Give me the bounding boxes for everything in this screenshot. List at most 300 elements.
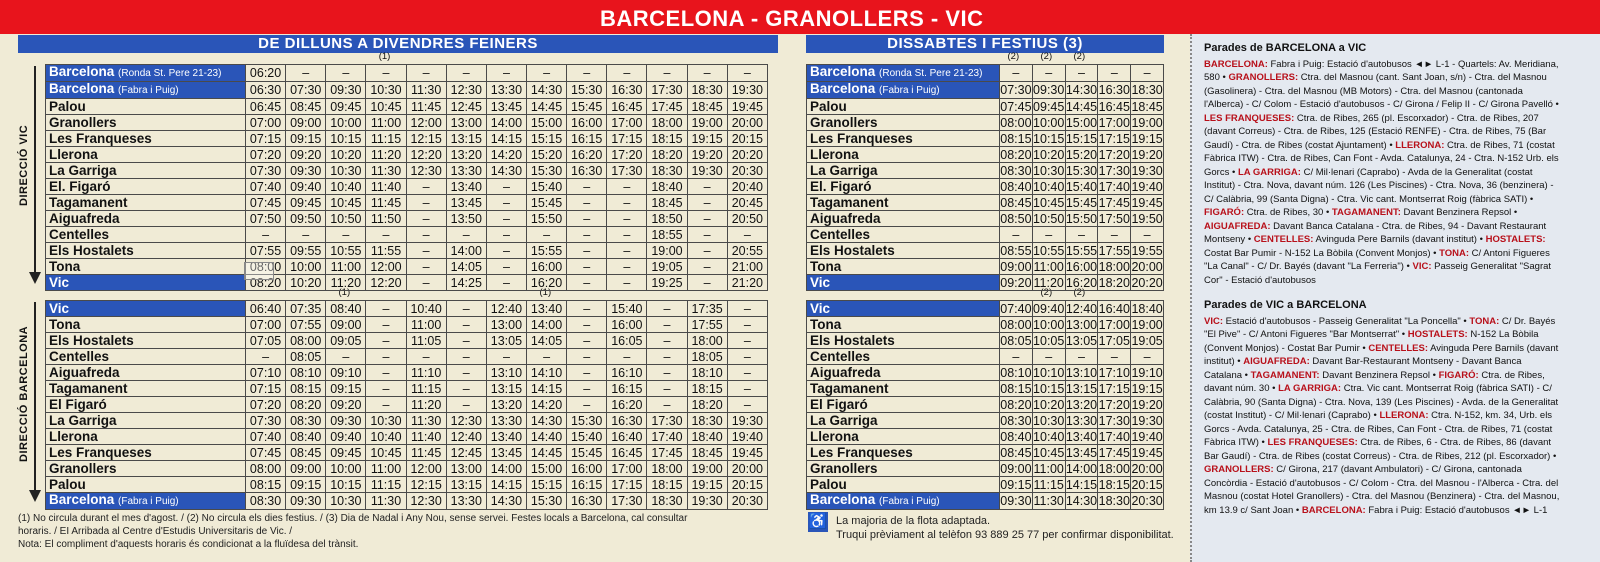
stop-details: Fabra i Puig: Estació d'autobusos ◄► L-1 (1365, 504, 1548, 516)
time-cell: 13:10 (486, 365, 526, 381)
stop-name: Vic (810, 300, 831, 316)
time-cell: 08:00 (246, 461, 286, 477)
time-cell: 18:15 (647, 131, 687, 147)
time-cell: 18:20 (687, 397, 727, 413)
time-cell: 08:55 (1000, 243, 1032, 258)
stop-name: Tona (810, 258, 842, 274)
time-cell: 07:45 (246, 195, 286, 211)
time-cell: 08:50 (1000, 211, 1032, 226)
stop-name-cell (807, 82, 1000, 99)
time-cell: 16:40 (607, 429, 647, 445)
time-cell: 20:30 (1131, 494, 1163, 508)
time-cell: – (286, 227, 326, 243)
table-row (807, 445, 1164, 461)
time-cell: 09:00 (326, 317, 366, 333)
time-cell: 19:15 (1131, 381, 1163, 396)
time-cell: – (647, 365, 687, 381)
table-row (807, 381, 1164, 397)
stop-name-cell (46, 413, 246, 429)
stop-details: Costat Bar Pumir - N-152 La Bòbila (Convent Monjos) • (1204, 247, 1440, 259)
table-row (807, 397, 1164, 413)
time-cell: 16:40 (1098, 301, 1130, 316)
stop-name-cell (46, 65, 246, 82)
time-cell: 16:20 (567, 147, 607, 163)
time-cell: 20:00 (1131, 259, 1163, 274)
time-cell: 13:20 (1065, 397, 1098, 412)
time-cell: 15:50 (526, 211, 566, 227)
time-cell: 14:10 (526, 365, 566, 381)
time-cell: 14:30 (486, 163, 526, 179)
stop-name: Granollers (810, 460, 878, 476)
stop-town: BARCELONA: (1204, 58, 1268, 70)
time-cell: – (286, 65, 326, 82)
stop-town: TONA: (1439, 247, 1470, 259)
time-cell: 17:40 (647, 429, 687, 445)
time-cell: 20:15 (1131, 477, 1163, 492)
time-cell: 09:15 (286, 477, 326, 493)
time-cell: 19:15 (687, 131, 727, 147)
stop-town: LA GARRIGA: (1278, 383, 1342, 394)
time-cell: 11:00 (1033, 461, 1064, 476)
time-cell: 11:30 (406, 82, 446, 99)
time-cell: 08:20 (246, 275, 286, 291)
time-cell: 14:20 (486, 147, 526, 163)
stop-town: LLERONA: (1395, 139, 1445, 151)
time-cell: 14:30 (486, 493, 526, 510)
stop-name: Palou (49, 98, 86, 114)
time-cell: 12:00 (406, 461, 446, 477)
time-cell: 14:00 (1065, 461, 1098, 476)
time-cell: 08:45 (286, 445, 326, 461)
time-cell: 17:30 (647, 82, 687, 99)
time-cell: – (486, 243, 526, 259)
stop-name: Barcelona (810, 492, 876, 507)
table-row (807, 365, 1164, 381)
time-cell: 13:30 (486, 82, 526, 99)
time-cell: 13:00 (446, 115, 486, 131)
time-cell: 15:20 (1065, 147, 1098, 162)
time-cell: – (406, 195, 446, 211)
time-cell: – (446, 397, 486, 413)
stop-details: Ctra. del Masnou (cant. Sant Joan, s/n) - Ctra. del Masnou (Gasolinera) - Ctra. del Masnou (MB Motors) - Ctra. del Masnou (cantonada l'Alberca) - C/ Colom - Estació d'autobusos - C/ Girona / Felip II - C/ Girona Pavelló • (1204, 72, 1559, 110)
stop-name-cell (807, 381, 1000, 397)
time-cell: 08:00 (286, 333, 326, 349)
time-cell: – (567, 195, 607, 211)
stop-name-cell (46, 147, 246, 163)
time-cell: 08:45 (1000, 445, 1032, 460)
time-cell: 08:15 (1000, 131, 1032, 146)
stop-town: BARCELONA: (1301, 504, 1366, 516)
time-cell: 12:00 (406, 115, 446, 131)
time-cell: 08:05 (286, 349, 326, 365)
time-cell: 19:15 (687, 477, 727, 493)
time-cell: 10:45 (326, 195, 366, 211)
stop-name-cell (807, 275, 1000, 291)
time-cell: 09:30 (326, 413, 366, 429)
table-row (807, 131, 1164, 147)
time-cell: – (1065, 65, 1098, 82)
time-cell: – (1000, 349, 1033, 365)
time-cell: 18:30 (1098, 494, 1130, 508)
table-row (46, 65, 768, 82)
time-cell: – (687, 195, 727, 211)
table-row (46, 243, 768, 259)
stop-details: Ctra. de Ribes, davant núm. 30 • (1204, 369, 1545, 394)
time-cell: 12:15 (406, 477, 446, 493)
time-cell: 18:15 (1098, 477, 1130, 492)
accessibility-note (836, 514, 1174, 542)
time-cell: – (1098, 65, 1131, 82)
stop-name: Aiguafreda (49, 364, 120, 380)
time-cell: 17:55 (1098, 243, 1130, 258)
time-cell: – (727, 65, 767, 82)
stop-name-cell (807, 349, 1000, 365)
stop-details: Fabra i Puig: Estació d'autobusos ◄► L-1 - Quartels: Av. Meridiana, 580 • (1204, 58, 1559, 83)
time-cell: 17:05 (1098, 333, 1130, 348)
time-cell: 17:30 (647, 413, 687, 429)
time-cell: 11:00 (1033, 259, 1064, 274)
time-cell: 12:30 (406, 163, 446, 179)
stop-name: Aiguafreda (49, 210, 120, 226)
time-cell: 09:30 (326, 82, 366, 99)
stop-name-cell (807, 195, 1000, 211)
time-cell: 07:20 (246, 397, 286, 413)
time-cell: 17:00 (607, 115, 647, 131)
time-cell: 17:20 (607, 147, 647, 163)
time-cell: 14:15 (486, 131, 526, 147)
time-cell: – (366, 227, 406, 243)
accessibility-line-2: Truqui prèviament al telèfon 93 889 25 77 per confirmar disponibilitat. (836, 529, 1174, 541)
stop-details: C/ Antoni Figueres "La Canal" - C/ Dr. Bayés (davant "La Ferreria") • (1204, 247, 1550, 272)
time-cell: 08:40 (1000, 179, 1032, 194)
time-cell: 07:30 (286, 82, 326, 99)
time-cell: – (406, 349, 446, 365)
time-cell: 16:30 (607, 82, 647, 99)
time-cell: 07:55 (286, 317, 326, 333)
time-cell: 08:15 (286, 381, 326, 397)
time-cell: – (526, 227, 566, 243)
stop-name-cell (807, 115, 1000, 131)
table-row (46, 381, 768, 397)
stop-name-cell (807, 429, 1000, 445)
time-cell: – (567, 211, 607, 227)
time-cell: 16:00 (526, 259, 566, 275)
table-row (46, 147, 768, 163)
stop-name: Aiguafreda (810, 364, 881, 380)
table-row (807, 413, 1164, 429)
time-cell: 16:15 (567, 131, 607, 147)
stop-details: Davant Bar-Restaurant Montseny - Davant Banca Catalana • (1204, 356, 1522, 381)
time-cell: – (607, 179, 647, 195)
stop-name-cell (46, 445, 246, 461)
stops-to-bcn-text (1204, 315, 1562, 518)
stop-name: El Figaró (49, 396, 107, 412)
time-cell: – (567, 275, 607, 291)
footnotes (18, 512, 778, 551)
time-cell: – (567, 397, 607, 413)
stops-to-vic-title: Parades de BARCELONA a VIC (1204, 42, 1367, 54)
stop-name-cell (807, 301, 1000, 317)
time-cell: – (366, 349, 406, 365)
time-cell: 18:00 (687, 333, 727, 349)
time-cell: – (607, 227, 647, 243)
time-cell: 19:40 (1131, 429, 1163, 444)
weekend-to-vic-table (806, 64, 1164, 291)
time-cell: 11:15 (366, 131, 406, 147)
stop-name-cell (46, 131, 246, 147)
time-cell: 13:05 (486, 333, 526, 349)
time-cell: 18:15 (687, 381, 727, 397)
stop-town: VIC: (1204, 315, 1223, 327)
time-cell: 13:05 (1065, 333, 1098, 348)
time-cell: 16:20 (526, 275, 566, 291)
time-cell: 08:40 (326, 301, 366, 317)
table-row (807, 243, 1164, 259)
time-cell: 08:05 (1000, 333, 1032, 348)
time-cell: – (687, 179, 727, 195)
time-cell: 12:15 (406, 131, 446, 147)
stop-town: LES FRANQUESES: (1204, 112, 1295, 124)
stop-name: Els Hostalets (810, 242, 895, 258)
time-cell: 10:20 (1033, 147, 1065, 162)
time-cell: 17:00 (1098, 115, 1130, 130)
time-cell: 13:40 (446, 179, 486, 195)
stop-name: Centelles (810, 348, 871, 364)
time-cell: 19:10 (1131, 365, 1163, 380)
time-cell: – (406, 243, 446, 259)
table-row (46, 413, 768, 429)
footnote-mark: (2) (1007, 51, 1020, 62)
stop-name-cell (46, 381, 246, 397)
time-cell: 19:30 (727, 413, 767, 429)
time-cell: – (1098, 227, 1131, 243)
time-cell: 20:00 (1131, 461, 1163, 476)
time-cell: 18:40 (687, 429, 727, 445)
table-row (46, 493, 768, 510)
time-cell: – (727, 333, 767, 349)
time-cell: 07:00 (246, 115, 286, 131)
footnote-mark: (2) (1073, 287, 1086, 298)
stop-town: VIC: (1412, 261, 1432, 272)
time-cell: – (246, 349, 286, 365)
time-cell: 18:55 (647, 227, 687, 243)
time-cell: 15:40 (526, 179, 566, 195)
time-cell: 16:20 (1065, 275, 1098, 290)
time-cell: 12:40 (486, 301, 526, 317)
time-cell: 14:15 (526, 381, 566, 397)
time-cell: – (1131, 227, 1164, 243)
time-cell: 20:30 (727, 163, 767, 179)
stop-name: Palou (810, 98, 847, 114)
stop-details: Ctra. N-152, km. 34, Urb. els Gorcs - Avda. Catalunya, 25 - Ctra. de Ribes, Can Font - Ctra. de Ribes, 71 (costat Fàbrica ITW) • (1204, 410, 1553, 448)
stop-name: Tagamanent (49, 194, 128, 210)
time-cell: 15:30 (1065, 163, 1098, 178)
stop-name: El. Figaró (810, 178, 872, 194)
time-cell: 07:40 (246, 179, 286, 195)
time-cell: 19:45 (1131, 195, 1163, 210)
time-cell: 12:30 (446, 413, 486, 429)
weekday-marks-top (246, 51, 766, 63)
table-row (46, 211, 768, 227)
time-cell: 14:30 (526, 82, 566, 99)
time-cell: – (687, 227, 727, 243)
direction-bcn-arrow-line (34, 302, 36, 492)
stop-name-cell (807, 243, 1000, 259)
time-cell: 10:30 (1033, 413, 1065, 428)
time-cell: 13:40 (1065, 429, 1098, 444)
time-cell: 17:50 (1098, 211, 1130, 226)
time-cell: 10:15 (326, 131, 366, 147)
time-cell: 13:45 (1065, 445, 1098, 460)
time-cell: – (406, 275, 446, 291)
time-cell: 14:05 (446, 259, 486, 275)
direction-bcn-label: DIRECCIÓ BARCELONA (18, 325, 30, 462)
time-cell: 09:40 (326, 429, 366, 445)
time-cell: 10:40 (1033, 179, 1065, 194)
time-cell: 11:00 (326, 259, 366, 275)
time-cell: – (446, 301, 486, 317)
time-cell: 10:15 (326, 477, 366, 493)
stop-details: Davant Benzinera Repsol • (1400, 207, 1518, 218)
time-cell: 18:20 (1098, 275, 1130, 290)
time-cell: 07:35 (286, 301, 326, 317)
time-cell: 14:00 (526, 317, 566, 333)
weekday-to-bcn-table (45, 300, 768, 510)
time-cell: 13:30 (446, 163, 486, 179)
time-cell: 17:45 (1098, 445, 1130, 460)
time-cell: 18:05 (687, 349, 727, 365)
stop-town: HOSTALETS: (1485, 234, 1546, 245)
time-cell: 15:45 (567, 99, 607, 115)
time-cell: 10:40 (326, 179, 366, 195)
stop-town: HOSTALETS: (1407, 329, 1468, 340)
time-cell: 08:45 (1000, 195, 1032, 210)
time-cell: – (366, 397, 406, 413)
stop-name-cell (807, 493, 1000, 510)
time-cell: 11:00 (366, 461, 406, 477)
time-cell: 11:15 (366, 477, 406, 493)
stop-name-cell (807, 179, 1000, 195)
time-cell: 07:15 (246, 131, 286, 147)
time-cell: 16:00 (1065, 259, 1098, 274)
table-row (807, 477, 1164, 493)
stop-details: N-152 La Bòbila (Convent Monjos) - Costat Bar Pumir • (1204, 329, 1539, 354)
stop-name-cell (807, 259, 1000, 275)
time-cell: – (486, 211, 526, 227)
time-cell: – (567, 317, 607, 333)
stop-name: Granollers (49, 114, 117, 130)
time-cell: 08:30 (1000, 163, 1032, 178)
time-cell: 14:00 (446, 243, 486, 259)
time-cell: 12:45 (446, 99, 486, 115)
time-cell: 09:50 (286, 211, 326, 227)
time-cell: 14:30 (1065, 494, 1098, 508)
stop-town: GRANOLLERS: (1204, 464, 1274, 475)
time-cell: 14:05 (526, 333, 566, 349)
time-cell: 09:45 (1033, 99, 1065, 114)
time-cell: 20:50 (727, 211, 767, 227)
time-cell: – (1131, 65, 1164, 82)
stop-name-cell (807, 397, 1000, 413)
time-cell: 12:40 (446, 429, 486, 445)
time-cell: 13:20 (446, 147, 486, 163)
time-cell: 11:20 (406, 397, 446, 413)
footnote-mark: (2) (1073, 51, 1086, 62)
time-cell: – (446, 349, 486, 365)
table-row (46, 397, 768, 413)
table-row (807, 461, 1164, 477)
time-cell: – (567, 259, 607, 275)
time-cell: 19:20 (1131, 397, 1163, 412)
time-cell: 18:15 (647, 477, 687, 493)
time-cell: – (647, 397, 687, 413)
stop-details: Ctra. de Ribes, 265 (pl. Escorxador) - Ctra. de Ribes, 207 (davant Correus) - Ctra. de Ribes, 125 (Estació RENFE) - Ctra. de Ribes, 75 (Bar Gaudí) - Ctra. de Ribes (costat Ajuntament) • (1204, 112, 1547, 151)
time-cell: 09:15 (286, 131, 326, 147)
time-cell: – (1098, 349, 1131, 365)
table-row (46, 227, 768, 243)
time-cell: 14:45 (1065, 99, 1098, 114)
time-cell: – (1032, 349, 1065, 365)
time-cell: 11:20 (326, 275, 366, 291)
stop-town: TONA: (1469, 315, 1500, 327)
time-cell: 11:55 (366, 243, 406, 259)
stop-town: CENTELLES: (1253, 234, 1314, 245)
table-row (807, 349, 1164, 365)
time-cell: – (1065, 349, 1098, 365)
time-cell: 10:20 (326, 147, 366, 163)
time-cell: 15:20 (526, 147, 566, 163)
time-cell: – (366, 365, 406, 381)
table-row (46, 317, 768, 333)
stop-details: Passeig Generalitat "Sagrat Cor" - Estació d'autobusos (1204, 261, 1552, 286)
table-row (807, 211, 1164, 227)
time-cell: 19:50 (1131, 211, 1163, 226)
stop-name-cell (807, 227, 1000, 243)
time-cell: 11:30 (406, 413, 446, 429)
stop-name: Tagamanent (49, 380, 128, 396)
time-cell: 19:30 (727, 82, 767, 99)
table-row (46, 365, 768, 381)
time-cell: – (607, 243, 647, 259)
time-cell: – (567, 301, 607, 317)
time-cell: 08:30 (246, 493, 286, 510)
time-cell: – (366, 381, 406, 397)
time-cell: 11:45 (406, 99, 446, 115)
stop-note: (Fabra i Puig) (118, 496, 179, 507)
time-cell: 08:15 (1000, 381, 1032, 396)
accessibility-line-1: La majoria de la flota adaptada. (836, 515, 991, 527)
table-row (46, 163, 768, 179)
table-row (807, 317, 1164, 333)
weekday-to-vic-table (45, 64, 768, 291)
table-row (46, 333, 768, 349)
time-cell: 07:55 (246, 243, 286, 259)
time-cell: 11:30 (366, 493, 406, 510)
time-cell: 16:10 (607, 365, 647, 381)
time-cell: 19:45 (727, 445, 767, 461)
time-cell: 18:50 (647, 211, 687, 227)
time-cell: – (406, 179, 446, 195)
stop-name: Llerona (49, 146, 98, 162)
table-row (807, 115, 1164, 131)
stop-name: Barcelona (49, 492, 115, 507)
table-row (807, 301, 1164, 317)
time-cell: 10:00 (286, 259, 326, 275)
footnote-mark: (1) (539, 287, 552, 298)
arrow-down-icon (29, 490, 41, 502)
stop-details: C/ Mil·lenari (Caprabo) - Avda de la Generalitat (costat Institut) - Ctra. Nova, davant núm. 126 (Les Piscines) - Ctra. Nova, 36 (benzinera) - C/ Calàbria, 99 (Santa Digna) - Ctra. Vic cant. Montserrat Roig (fàbrica SATI) • (1204, 166, 1554, 205)
time-cell: 07:10 (246, 365, 286, 381)
